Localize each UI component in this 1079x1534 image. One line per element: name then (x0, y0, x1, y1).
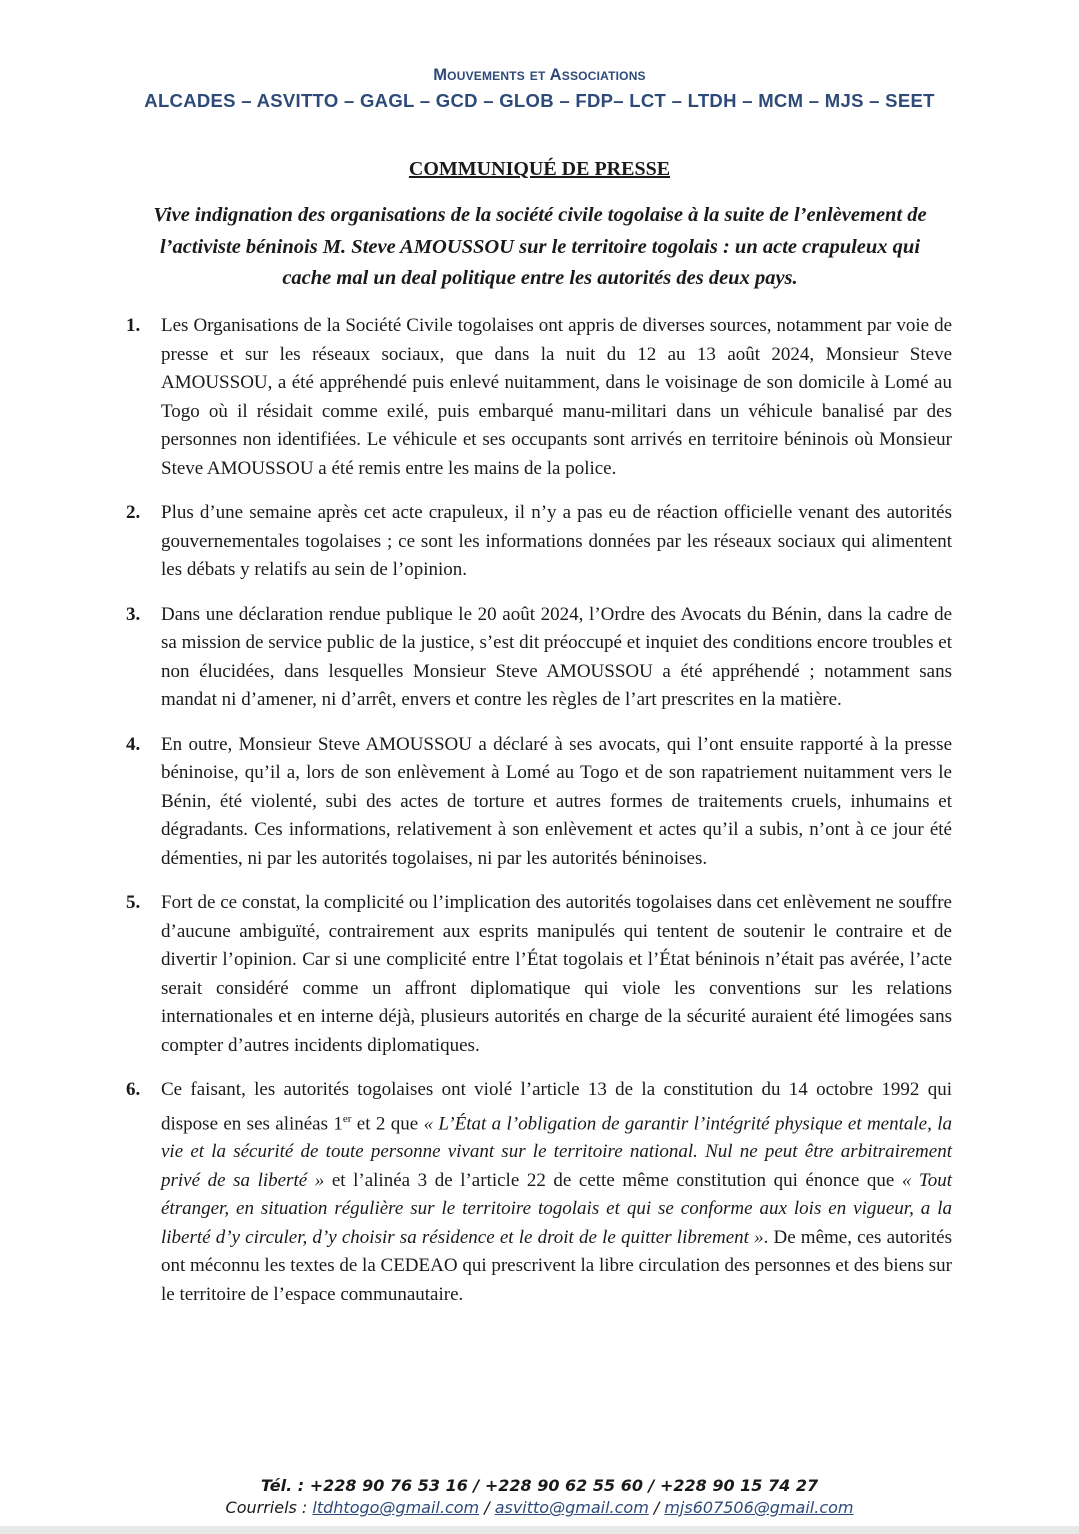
item-text-part: . De même, ces autorités ont méconnu les textes de la CEDEAO qui prescrivent la libre circulation des personnes et des biens sur le territoire de l’espace communautaire. (161, 1226, 953, 1305)
constitution-quote: « L’État a l’obligation de garantir l’intégrité physique et mentale, la vie et la sécurité de toute personne vivant sur le territoire national. Nul ne peut être arbitrairement privé de sa liberté » (161, 1112, 953, 1191)
item-number: 4. (126, 733, 141, 755)
subtitle: Vive indignation des organisations de la société civile togolaise à la suite de l’enlèvement de l’activiste béninois M. Steve AMOUSSOU sur le territoire togolais : un acte crapuleux qui cache mal un deal politique entre les autorités des deux pays. (153, 204, 927, 289)
email-separator: / (479, 1498, 495, 1517)
footer-phone: Tél. : +228 90 76 53 16 / +228 90 62 55 60 / +228 90 15 74 27 (260, 1476, 819, 1495)
letterhead (0, 66, 1079, 112)
item-number: 6. (126, 1079, 141, 1100)
item-text: En outre, Monsieur Steve AMOUSSOU a déclaré à ses avocats, qui l’ont ensuite rapporté à la presse béninoise, qu’il a, lors de son enlèvement à Lomé au Togo et de son rapatriement nuitamment vers le Bénin, été violenté, subi des actes de torture et autres formes de traitements cruels, inhumains et dégradants. Ces informations, relativement à son enlèvement et actes qu’il a subis, n’ont à ce jour été démenties, ni par les autorités togolaises, ni par les autorités béninoises. (161, 733, 952, 869)
page-title: COMMUNIQUÉ DE PRESSE (408, 158, 671, 180)
list-item (126, 889, 952, 1060)
item-number: 3. (126, 603, 141, 625)
letterhead-line1: Mouvements et Associations (433, 66, 646, 84)
constitution-quote: « Tout étranger, en situation régulière sur le territoire togolais et qui se conforme aux lois en vigueur, a la liberté d’y circuler, d’y choisir sa résidence et le droit de le quitter librement » (161, 1169, 953, 1248)
item-number: 1. (126, 315, 141, 336)
item-text-part: et l’alinéa 3 de l’article 22 de cette même constitution qui énonce que (324, 1169, 902, 1191)
list-item (126, 731, 952, 874)
page-edge (0, 1526, 1079, 1534)
list-item (126, 1076, 952, 1309)
list-item (126, 601, 952, 715)
email-separator: / (648, 1498, 665, 1517)
footer-emails (0, 1498, 1079, 1517)
item-number: 2. (126, 502, 141, 523)
superscript: er (342, 1112, 352, 1125)
statement-list (126, 312, 952, 1325)
item-text: Fort de ce constat, la complicité ou l’implication des autorités togolaises dans cet enlèvement ne souffre d’aucune ambiguïté, contrairement aux esprits manipulés qui tentent de soutenir le contraire et de divertir l’opinion. Car si une complicité entre l’État togolais et l’État béninois n’était pas avérée, l’acte serait considéré comme un affront diplomatique qui viole les conventions sur les relations internationales et en interne déjà, plusieurs autorités en charge de la sécurité auraient été limogées sans compter d’autres incidents diplomatiques. (161, 892, 952, 1056)
item-text: Les Organisations de la Société Civile togolaises ont appris de diverses sources, notamment par voie de presse et sur les réseaux sociaux, que dans la nuit du 12 au 13 août 2024, Monsieur Steve AMOUSSOU, a été appréhendé puis enlevé nuitamment, dans le voisinage de son domicile à Lomé au Togo où il résidait comme exilé, puis embarqué manu-militari dans un véhicule banalisé par des personnes non identifiées. Le véhicule et ses occupants sont arrivés en territoire béninois où Monsieur Steve AMOUSSOU a été remis entre les mains de la police. (161, 315, 952, 479)
item-number: 5. (126, 892, 141, 913)
email-link[interactable]: asvitto@gmail.com (494, 1498, 649, 1517)
email-label: Courriels : (225, 1498, 313, 1517)
item-text-part: et 2 que (351, 1112, 424, 1134)
item-text: Dans une déclaration rendue publique le 20 août 2024, l’Ordre des Avocats du Bénin, dans la cadre de sa mission de service public de la justice, s’est dit préoccupé et inquiet des conditions encore troubles et non élucidées, dans lesquelles Monsieur Steve AMOUSSOU a été appréhendé ; notamment sans mandat ni d’amener, ni d’arrêt, envers et contre les règles de l’art prescrites en la matière. (161, 603, 952, 710)
email-link[interactable]: ltdhtogo@gmail.com (312, 1498, 480, 1517)
footer (0, 1476, 1079, 1517)
list-item (126, 312, 952, 483)
item-text: Plus d’une semaine après cet acte crapuleux, il n’y a pas eu de réaction officielle venant des autorités gouvernementales togolaises ; ce sont les informations données par les réseaux sociaux qui alimentent les débats y relatifs au sein de l’opinion. (161, 502, 952, 580)
list-item (126, 499, 952, 585)
email-link[interactable]: mjs607506@gmail.com (664, 1498, 854, 1517)
item-text-part: Ce faisant, les autorités togolaises ont violé l’article 13 de la constitution du 14 octobre 1992 qui dispose en ses alinéas 1 (161, 1079, 952, 1134)
letterhead-line2: ALCADES – ASVITTO – GAGL – GCD – GLOB – FDP– LCT – LTDH – MCM – MJS – SEET (144, 90, 935, 111)
